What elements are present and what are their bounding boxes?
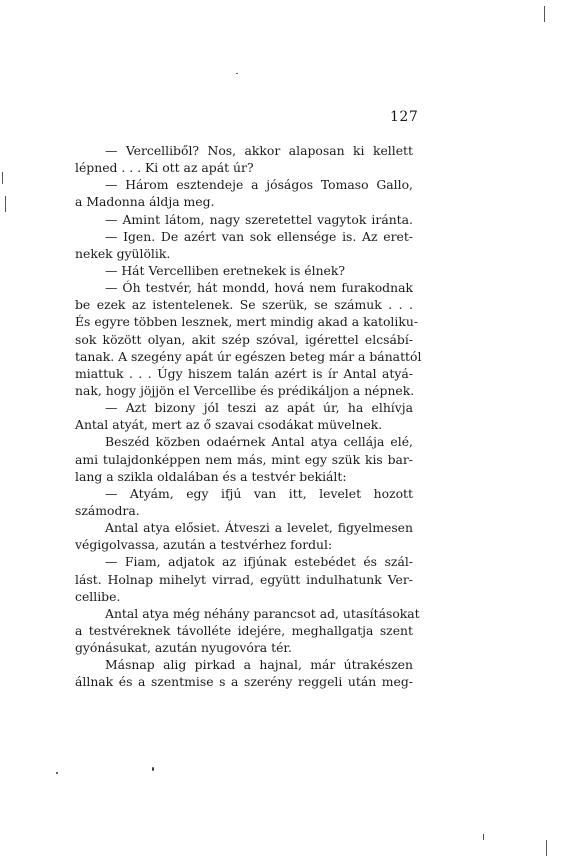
scan-speck (152, 767, 154, 771)
text-line: — Óh testvér, hát mondd, hová nem furakodnak (105, 280, 413, 296)
scan-edge-mark (483, 834, 484, 840)
scan-speck (56, 772, 58, 774)
text-line: lang a szikla oldalában és a testvér bekiált: (75, 468, 347, 484)
text-line: ami tulajdonképpen nem más, mint egy szük kis bar- (75, 451, 413, 467)
text-line: miattuk . . . Úgy hiszem talán azért is ír Antal atyá- (75, 365, 413, 381)
text-line: — Azt bizony jól teszi az apát úr, ha elhívja (105, 400, 413, 416)
text-line: nak, hogy jöjjön el Vercellibe és prédikáljon a népnek. (75, 382, 415, 398)
text-line: — Igen. De azért van sok ellensége is. Az eret- (105, 228, 413, 244)
text-line: lépned . . . Ki ott az apát úr? (75, 160, 254, 176)
text-line: tanak. A szegény apát úr egészen beteg már a bánattól (75, 348, 422, 364)
text-line: gyónásukat, azután nyugovóra tér. (75, 640, 292, 656)
text-line: állnak és a szentmise s a szerény reggeli után meg- (75, 674, 413, 690)
text-line: — Amint látom, nagy szeretettel vagytok iránta. (105, 211, 413, 227)
text-line: sok között olyan, akit szép szóval, igérettel elcsábí- (75, 331, 413, 347)
text-line: És egyre többen lesznek, mert mindig akad a katoliku- (75, 314, 419, 330)
text-line: Antal atya elősiet. Átveszi a levelet, figyelmesen (105, 520, 413, 536)
text-line: — Fiam, adjatok az ifjúnak estebédet és szál- (105, 554, 413, 570)
scan-edge-mark (546, 840, 547, 856)
text-line: cellibe. (75, 588, 121, 604)
text-line: Másnap alig pirkad a hajnal, már útrakészen (105, 657, 413, 673)
text-line: végigolvassa, azután a testvérhez fordul: (75, 537, 333, 553)
text-line: lást. Holnap mihelyt virrad, együtt indulhatunk Ver- (75, 571, 413, 587)
scan-edge-mark (2, 172, 3, 184)
text-line: Beszéd közben odaérnek Antal atya cellája elé, (105, 434, 413, 450)
text-line: nekek gyülölik. (75, 245, 171, 261)
text-line: a testvéreknek távolléte idejére, meghallgatja szent (75, 622, 413, 638)
text-line: — Három esztendeje a jóságos Tomaso Gallo, (105, 177, 413, 193)
scan-speck (236, 73, 238, 74)
text-line: a Madonna áldja meg. (75, 194, 215, 210)
text-line: — Vercelliből? Nos, akkor alaposan ki kellett (105, 143, 413, 158)
text-line: — Atyám, egy ifjú van itt, levelet hozott (105, 485, 413, 501)
page-number: 127 (390, 109, 419, 125)
body-text (75, 142, 422, 691)
text-line: — Hát Vercelliben eretnekek is élnek? (105, 262, 346, 278)
text-line: Antal atyát, mert az ő szavai csodákat müvelnek. (75, 417, 383, 433)
text-line: Antal atya még néhány parancsot ad, utasításokat (105, 605, 420, 621)
text-line: számodra. (75, 502, 140, 518)
scan-edge-mark (544, 6, 545, 22)
text-line: be ezek az istentelenek. Se szerük, se számuk . . . (75, 297, 413, 313)
scan-edge-mark (5, 196, 6, 212)
